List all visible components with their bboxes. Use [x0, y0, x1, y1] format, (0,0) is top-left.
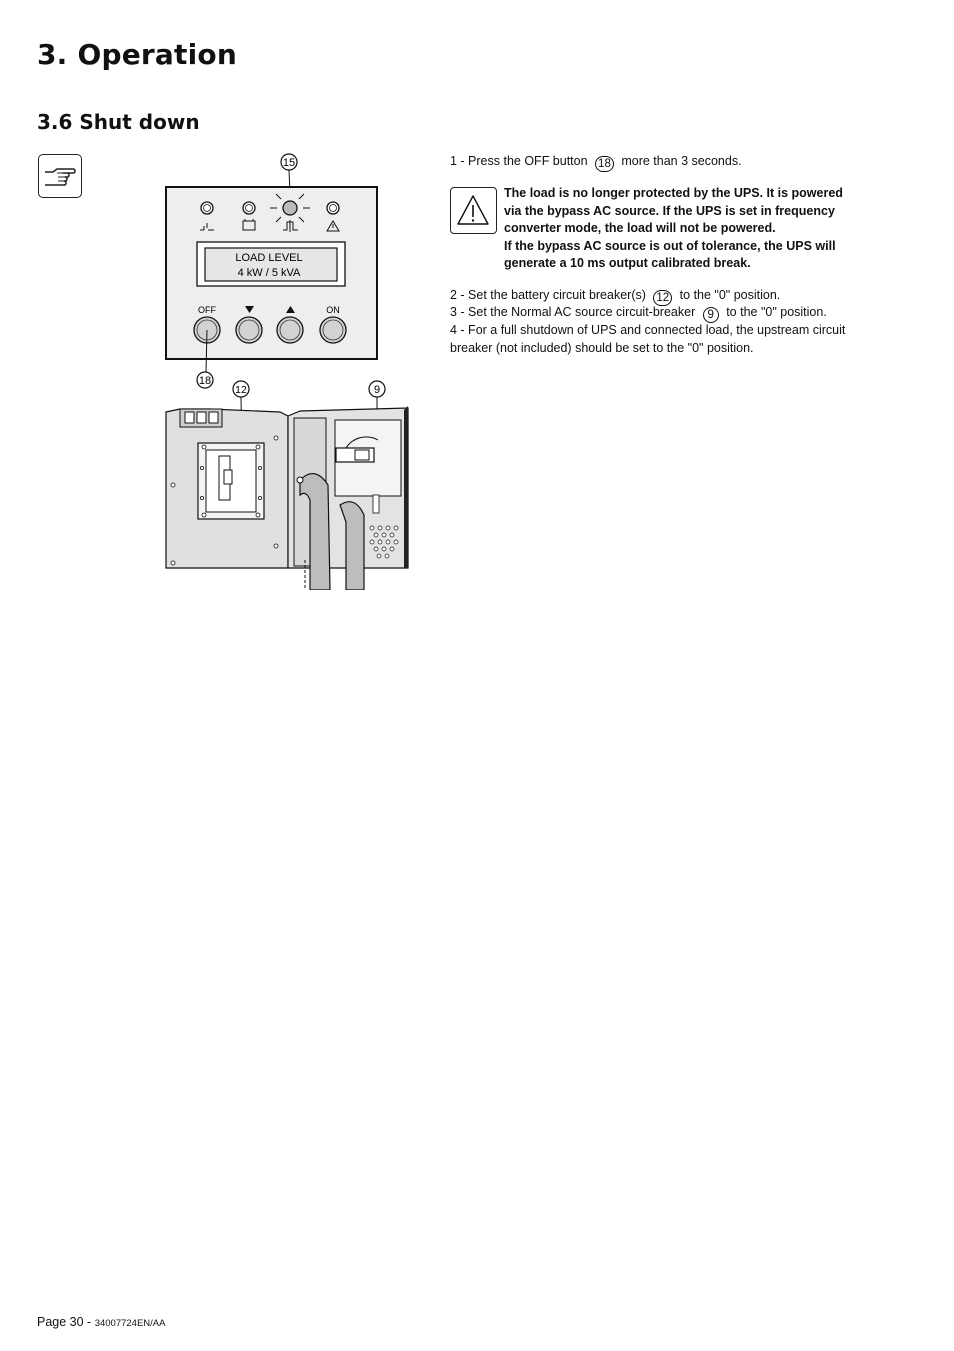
step-1	[450, 153, 742, 172]
step-3	[450, 304, 827, 323]
step-4-line-1: 4 - For a full shutdown of UPS and connected load, the upstream circuit	[450, 323, 846, 337]
doc-code: 34007724EN/AA	[94, 1318, 166, 1329]
page-number: Page 30 -	[37, 1315, 92, 1329]
page-title: 3. Operation	[37, 38, 237, 71]
section-title: 3.6 Shut down	[37, 110, 200, 134]
ups-module-rear	[288, 406, 408, 590]
warning-line: converter mode, the load will not be powered.	[504, 221, 776, 236]
pointing-hand-icon	[38, 154, 82, 198]
step-1-text: 1 - Press the OFF button	[450, 154, 588, 168]
display-line-2: 4 kW / 5 kVA	[237, 267, 301, 279]
warning-icon	[450, 187, 497, 234]
off-label: OFF	[198, 305, 216, 315]
page-footer	[37, 1315, 165, 1329]
callout-18-label: 18	[198, 375, 212, 387]
step-3-suffix: to the "0" position.	[726, 305, 827, 319]
warning-line: generate a 10 ms output calibrated break.	[504, 256, 751, 271]
battery-module-rear	[166, 409, 288, 568]
warning-text	[504, 185, 843, 273]
step-3-text: 3 - Set the Normal AC source circuit-breaker	[450, 305, 696, 319]
callout-9-label: 9	[373, 384, 381, 396]
warning-line: The load is no longer protected by the UPS. It is powered	[504, 186, 843, 200]
warning-line: via the bypass AC source. If the UPS is set in frequency	[504, 203, 835, 218]
ups-figure	[150, 150, 420, 595]
ref-9: 9	[703, 307, 719, 323]
step-2-suffix: to the "0" position.	[679, 288, 781, 302]
step-2-text: 2 - Set the battery circuit breaker(s)	[450, 288, 646, 302]
warning-line: If the bypass AC source is out of tolerance, the UPS will	[504, 238, 836, 253]
callout-15-label: 15	[282, 157, 296, 169]
ref-12: 12	[653, 290, 672, 306]
step-4-line-2: breaker (not included) should be set to the "0" position.	[450, 340, 754, 355]
step-4	[450, 322, 845, 357]
display-line-1: LOAD LEVEL	[235, 252, 303, 264]
step-1-suffix: more than 3 seconds.	[621, 154, 742, 168]
on-label: ON	[326, 305, 340, 315]
callout-12-label: 12	[235, 384, 247, 396]
ref-18: 18	[595, 156, 614, 172]
